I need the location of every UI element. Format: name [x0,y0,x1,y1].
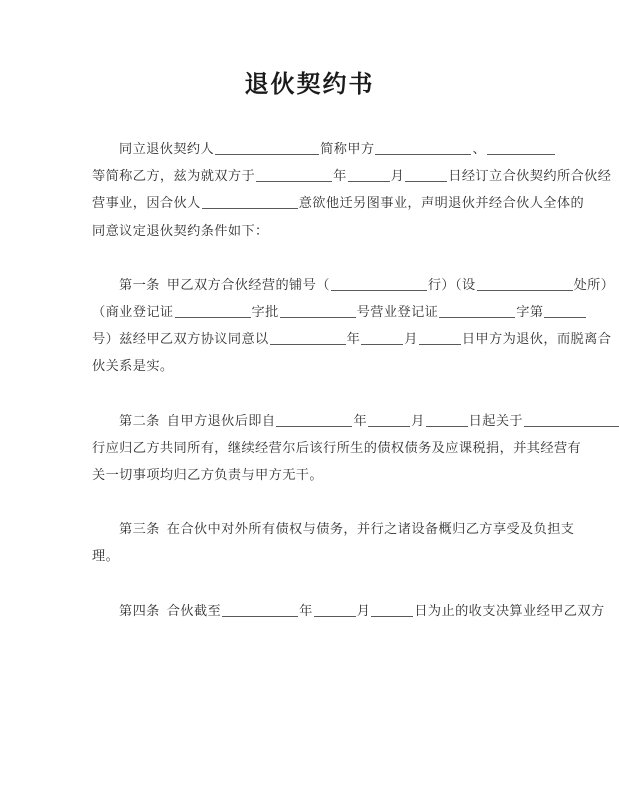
fill-blank-party-a-name[interactable] [215,140,319,155]
preamble-text-1c: 、 [472,142,487,157]
article-1-line-4: 伙关系是实。 [92,359,174,375]
article-2-line-1 [92,408,541,435]
fill-blank-settlement-month[interactable] [314,602,356,617]
article-2-text-1a: 自甲方退伙后即自 [166,413,276,429]
fill-blank-party-a-alias[interactable] [375,140,471,155]
fill-blank-commercial-reg-char[interactable] [175,303,251,318]
fill-blank-contract-year[interactable] [256,167,332,182]
preamble-line-2 [92,163,612,190]
article-1-line-1 [92,272,615,299]
fill-blank-effective-year[interactable] [276,412,352,427]
article-2-text-1c: 月 [411,413,425,429]
article-2-line-3: 关一切事项均归乙方负责与甲方无干。 [92,468,323,484]
preamble-line-3 [92,190,585,217]
preamble-line-4: 同意议定退伙契约条件如下： [92,223,269,239]
article-4 [92,598,605,625]
fill-blank-shop-name[interactable] [331,276,427,291]
article-1-text-2c: 号营业登记证 [356,305,439,321]
fill-blank-party-b-name[interactable] [487,140,555,155]
article-4-label: 第四条 [119,603,160,619]
fill-blank-effective-day[interactable] [426,412,468,427]
article-3-label: 第三条 [119,522,160,538]
preamble-text-3b: 意欲他迁另图事业，声明退伙并经合伙人全体的 [298,196,585,212]
fill-blank-commercial-reg-number[interactable] [280,303,356,318]
preamble-text-1a: 同立退伙契约人 [119,142,215,157]
fill-blank-settlement-year[interactable] [222,602,298,617]
article-1-text-2b: 字批 [251,305,279,321]
article-2-text-1d: 日起关于 [468,413,524,429]
article-1-text-3a: 号）兹经甲乙双方协议同意以 [92,332,269,348]
article-1-text-1a: 甲乙双方合伙经营的铺号（ [166,277,330,293]
article-1-label: 第一条 [119,277,160,293]
fill-blank-business-reg-char[interactable] [439,303,515,318]
article-3-line-2: 理。 [92,549,120,565]
article-3-line-1 [92,516,575,543]
article-1-text-2d: 字第 [516,305,544,321]
preamble-text-1b: 简称甲方 [320,142,375,157]
article-1-text-3d: 日甲方为退伙，而脱离合 [461,332,612,348]
preamble-text-3a: 营事业，因合伙人 [92,196,201,212]
article-2-text-1b: 年 [353,413,368,429]
fill-blank-withdrawal-year[interactable] [270,330,346,345]
page-title: 退伙契约书 [244,70,375,98]
article-1 [92,272,615,381]
preamble-text-2d: 日经订立合伙契约所合伙经 [448,169,612,185]
fill-blank-business-reg-number[interactable] [544,303,586,318]
article-2-line-2: 行应归乙方共同所有，继续经营尔后该行所生的债权债务及应课税捐，并其经营有 [92,440,582,456]
article-1-text-1c: 处所） [573,277,615,293]
article-1-line-3 [92,326,612,353]
preamble-text-2c: 月 [390,169,405,185]
article-3-text-1: 在合伙中对外所有债权与债务，并行之诸设备概归乙方享受及负担支 [166,522,575,538]
fill-blank-shop-location[interactable] [477,276,573,291]
fill-blank-withdrawal-month[interactable] [361,330,403,345]
article-4-text-1a: 合伙截至 [166,603,222,619]
article-4-text-1c: 月 [356,603,371,619]
fill-blank-contract-month[interactable] [348,167,390,182]
article-1-text-3b: 年 [346,332,361,348]
document-body [0,136,619,625]
article-3 [92,516,575,570]
fill-blank-contract-day[interactable] [405,167,447,182]
fill-blank-effective-month[interactable] [368,412,410,427]
article-4-line-1 [92,598,605,625]
preamble-line-1 [92,136,541,163]
article-1-text-3c: 月 [404,332,418,348]
fill-blank-withdrawal-day[interactable] [419,330,461,345]
article-1-text-1b: 行）（设 [427,277,476,293]
article-2 [92,408,582,490]
article-1-text-2a: （商业登记证 [92,305,174,321]
fill-blank-withdrawing-partner[interactable] [202,194,298,209]
fill-blank-settlement-day[interactable] [371,602,413,617]
article-1-line-2 [92,299,544,326]
fill-blank-business-name[interactable] [524,412,619,427]
article-4-text-1d: 日为止的收支决算业经甲乙双方 [414,603,605,619]
preamble-text-2a: 等简称乙方，兹为就双方于 [92,169,256,185]
article-2-label: 第二条 [119,413,160,429]
article-4-text-1b: 年 [299,603,313,619]
preamble-text-2b: 年 [333,169,347,185]
preamble-paragraph [92,136,612,245]
